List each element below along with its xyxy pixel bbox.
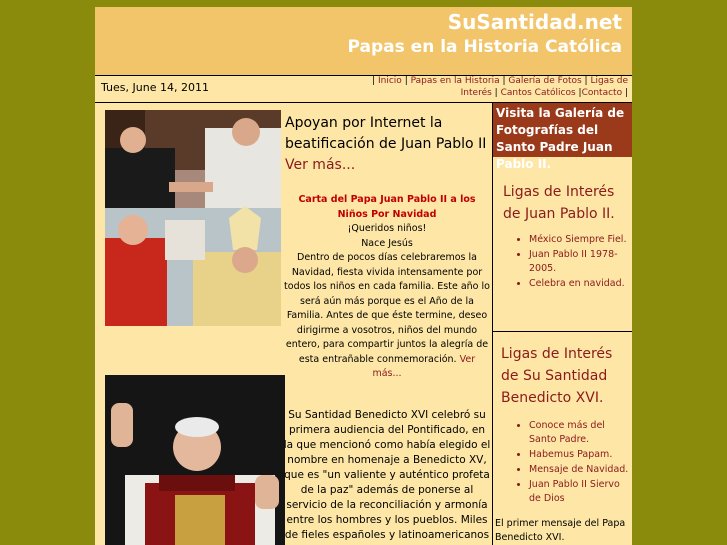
link-juan-pablo-1978[interactable]: Juan Pablo II 1978-2005.	[529, 249, 618, 274]
nav-cantos[interactable]: Cantos Católicos	[500, 88, 576, 98]
main-content	[95, 103, 492, 545]
photo-benedict-xvi-image	[105, 375, 285, 545]
list-item[interactable]	[529, 233, 632, 247]
sidebar-message[interactable]: El primer mensaje del Papa Benedicto XVI.	[495, 518, 626, 543]
link-habemus-papam[interactable]: Habemus Papam.	[529, 449, 613, 460]
current-date: Tues, June 14, 2011	[101, 81, 209, 94]
letter-greeting: ¡Queridos niños!	[347, 223, 427, 234]
sidebar	[492, 103, 632, 545]
site-subtitle: Papas en la Historia Católica	[347, 37, 622, 57]
nav-inicio[interactable]: Inicio	[378, 76, 402, 86]
link-conoce-santo-padre[interactable]: Conoce más del Santo Padre.	[529, 420, 605, 445]
list-item[interactable]	[529, 248, 632, 276]
photo-john-paul-ii[interactable]	[105, 110, 281, 326]
list-item[interactable]	[529, 277, 632, 291]
list-item[interactable]	[529, 448, 632, 462]
heading-ligas-jp2: Ligas de Interés de Juan Pablo II.	[503, 184, 615, 222]
list-item[interactable]	[529, 478, 632, 506]
list-ligas-b16	[493, 419, 632, 507]
sidebar-divider	[493, 331, 632, 332]
letter-title[interactable]: Carta del Papa Juan Pablo II a los Niños Por Navidad	[298, 194, 476, 220]
letter-section	[283, 193, 491, 382]
nav-ligas[interactable]: Ligas de Interés	[460, 76, 628, 98]
link-mexico-siempre-fiel[interactable]: México Siempre Fiel.	[529, 234, 627, 245]
letter-line2: Nace Jesús	[361, 237, 413, 249]
heading-ligas-b16: Ligas de Interés de Su Santidad Benedicto XVI.	[501, 346, 613, 406]
list-item[interactable]	[529, 419, 632, 447]
list-ligas-jp2	[493, 233, 632, 292]
link-celebra-navidad[interactable]: Celebra en navidad.	[529, 278, 625, 289]
photo-benedict-xvi[interactable]	[105, 375, 285, 545]
gallery-link[interactable]: Visita la Galería de Fotografías del Santo Padre Juan Pablo II.	[493, 103, 632, 157]
header	[95, 7, 632, 76]
nav-galeria[interactable]: Galería de Fotos	[508, 76, 582, 86]
top-navigation: | Inicio | Papas en la Historia | Galería de Fotos | Ligas de Interés | Cantos Católicos |Contacto |	[372, 76, 628, 98]
page	[95, 7, 632, 545]
headline-text: Apoyan por Internet la beatificación de Juan Pablo II	[285, 115, 487, 152]
link-jp2-siervo-de-dios[interactable]: Juan Pablo II Siervo de Dios	[529, 479, 620, 504]
letter-body: Dentro de pocos días celebraremos la Navidad, fiesta vivida intensamente por todos los niños en cada familia. Este año lo será aún más porque es el Año de la Familia. Antes de que éste termine, deseo dirigirme a vosotros, niños del mundo entero, para compartir juntos la alegría de esta entrañable conmemoración.	[284, 252, 490, 365]
story-benedicto: Su Santidad Benedicto XVI celebró su primera audiencia del Pontificado, en la que mencionó como había elegido el nombre en homenaje a Benedicto XV, que es "un valiente y auténtico profeta de la paz" además de ponerse al servicio de la reconciliación y armonía entre los hombres y los pueblos. Miles de fieles españoles y latinoamericanos	[283, 409, 491, 541]
list-item[interactable]	[529, 463, 632, 477]
nav-contacto[interactable]: Contacto	[581, 88, 623, 98]
link-mensaje-navidad[interactable]: Mensaje de Navidad.	[529, 464, 629, 475]
photo-john-paul-ii-image	[105, 110, 281, 326]
site-name[interactable]: SuSantidad.net	[447, 10, 622, 34]
letter-ver-mas-link[interactable]: Ver más...	[372, 353, 476, 379]
headline-beatificacion	[285, 113, 490, 176]
nav-papas[interactable]: Papas en la Historia	[410, 76, 500, 86]
ver-mas-link[interactable]: Ver más...	[285, 157, 356, 173]
